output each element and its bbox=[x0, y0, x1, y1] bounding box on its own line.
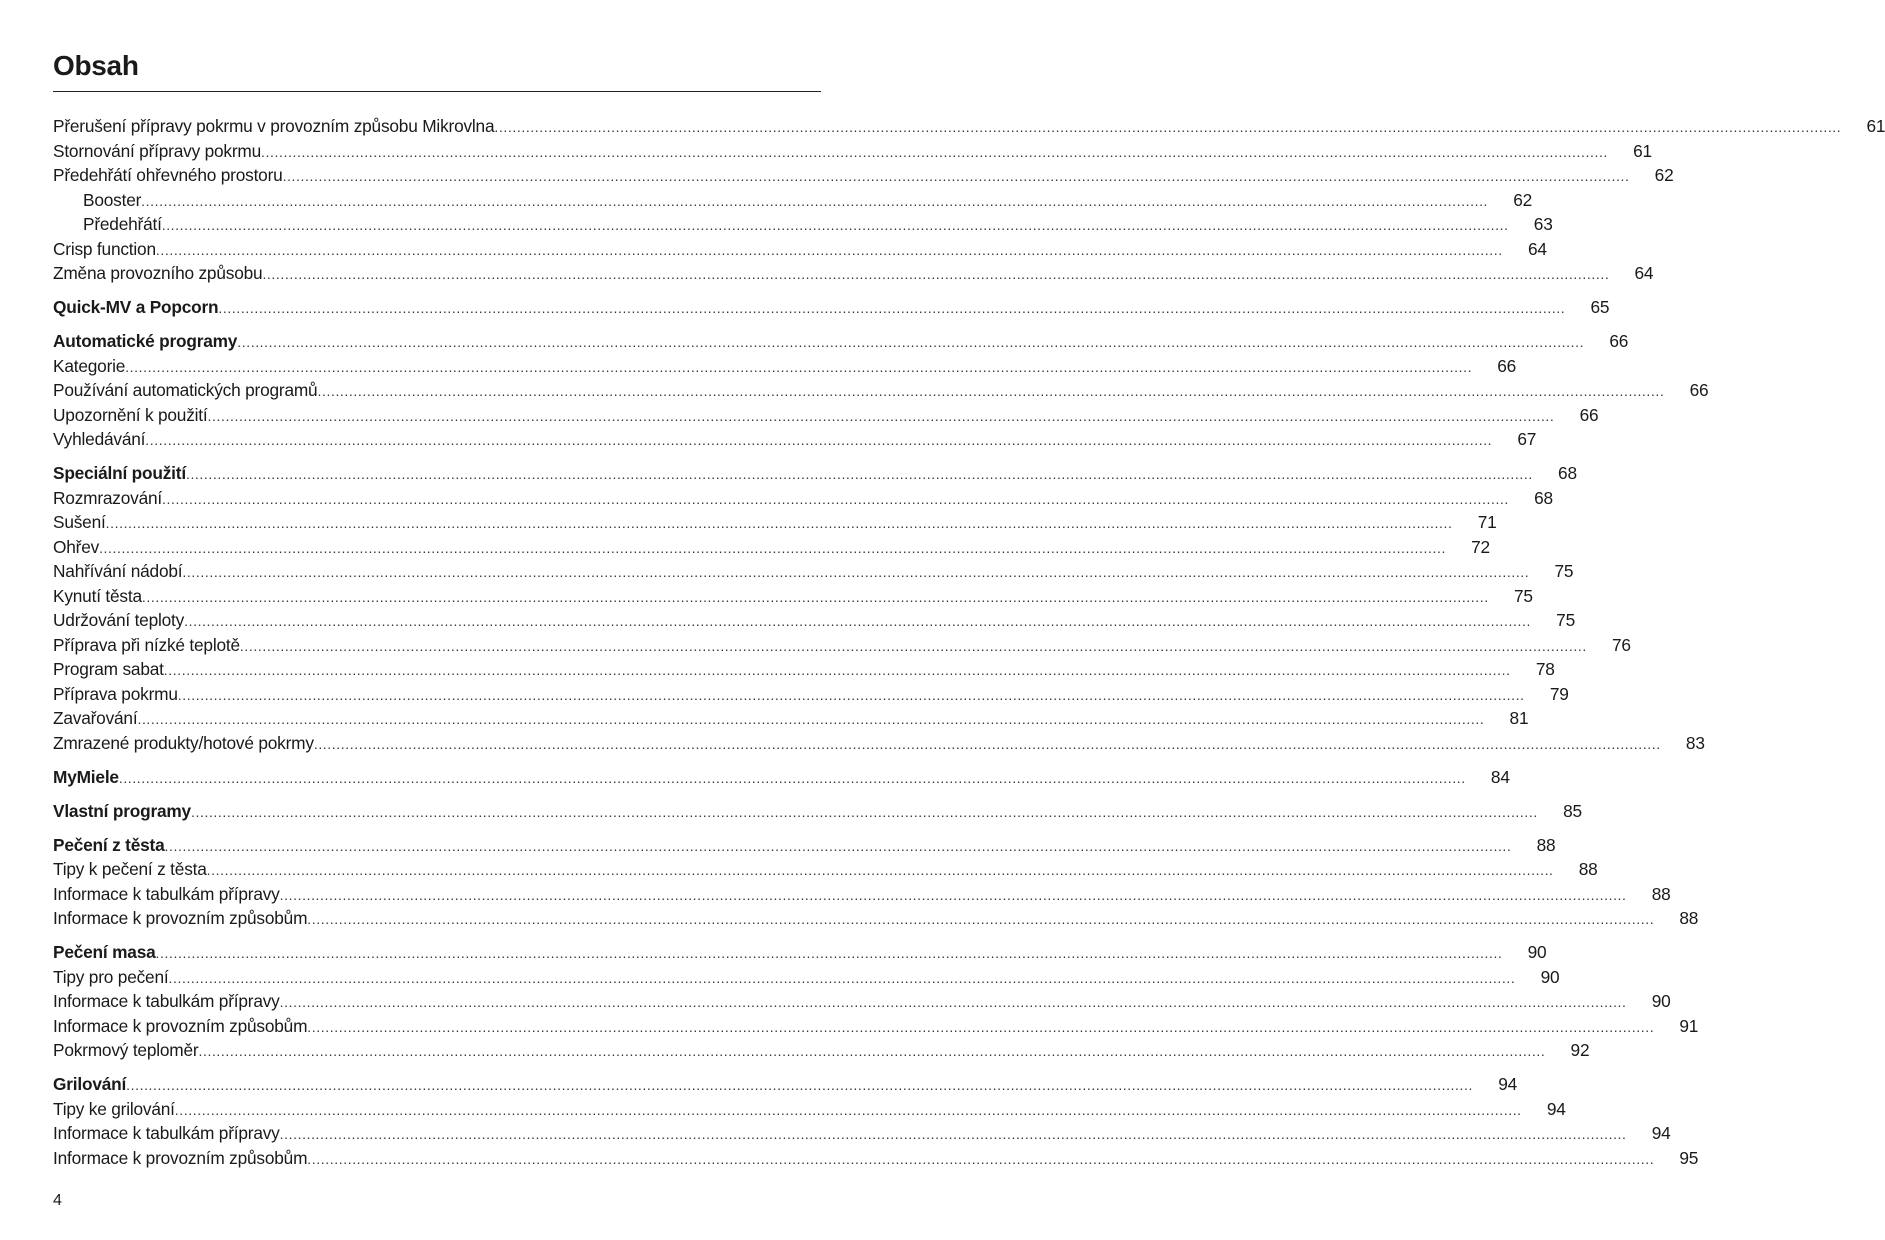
entry-label: Crisp function bbox=[53, 238, 156, 259]
entry-page-number: 61 bbox=[1633, 140, 1652, 161]
dot-leader: ............................................................................................................................................................................................................................................................................................................ bbox=[206, 862, 1554, 878]
entry-label: Předehřátí ohřevného prostoru bbox=[53, 165, 283, 185]
dot-leader: ............................................................................................................................................................................................................................................................................................................ bbox=[262, 266, 1610, 282]
toc-entry[interactable] bbox=[53, 559, 1574, 584]
entry-label: Vyhledávání bbox=[53, 429, 146, 449]
toc-entry[interactable] bbox=[53, 1097, 1566, 1122]
title-divider bbox=[53, 91, 821, 92]
entry-label: Příprava pokrmu bbox=[53, 683, 178, 704]
toc-entry[interactable] bbox=[53, 535, 1490, 560]
dot-leader: ............................................................................................................................................................................................................................................................................................................ bbox=[237, 334, 1585, 350]
dot-leader: ............................................................................................................................................................................................................................................................................................................ bbox=[184, 613, 1531, 629]
toc-heading-entry[interactable] bbox=[53, 765, 1510, 790]
entry-label: Speciální použití bbox=[53, 463, 186, 483]
entry-page-number: 66 bbox=[1579, 404, 1599, 425]
entry-label: Udržování teploty bbox=[53, 610, 185, 630]
dot-leader: ............................................................................................................................................................................................................................................................................................................ bbox=[198, 1043, 1546, 1059]
entry-label: Booster bbox=[83, 189, 142, 210]
entry-page-number: 94 bbox=[1546, 1098, 1566, 1119]
dot-leader: ............................................................................................................................................................................................................................................................................................................ bbox=[218, 300, 1566, 316]
entry-label: Pokrmový teploměr bbox=[53, 1040, 199, 1060]
entry-page-number: 64 bbox=[1527, 238, 1547, 259]
toc-section bbox=[53, 1072, 1699, 1170]
toc-entry[interactable] bbox=[53, 510, 1497, 535]
toc-entry[interactable] bbox=[53, 188, 1533, 213]
entry-label: Příprava při nízké teplotě bbox=[53, 634, 240, 655]
toc-section bbox=[53, 461, 1705, 755]
toc-entry[interactable] bbox=[53, 1146, 1699, 1171]
entry-label: Quick-MV a Popcorn bbox=[53, 297, 219, 317]
entry-page-number: 78 bbox=[1535, 659, 1555, 679]
entry-label: Informace k tabulkám přípravy bbox=[53, 991, 280, 1011]
entry-label: Kynutí těsta bbox=[53, 585, 142, 606]
toc-section bbox=[53, 329, 1709, 452]
entry-label: Přerušení přípravy pokrmu v provozním způsobu Mikrovlna bbox=[53, 116, 495, 136]
dot-leader: ............................................................................................................................................................................................................................................................................................................ bbox=[161, 217, 1509, 233]
entry-label: Rozmrazování bbox=[53, 487, 163, 508]
dot-leader: ............................................................................................................................................................................................................................................................................................................ bbox=[282, 168, 1630, 184]
entry-label: Sušení bbox=[53, 512, 106, 532]
entry-page-number: 85 bbox=[1563, 800, 1582, 821]
toc-entry[interactable] bbox=[53, 989, 1671, 1014]
dot-leader: ............................................................................................................................................................................................................................................................................................................ bbox=[177, 686, 1525, 703]
dot-leader: ............................................................................................................................................................................................................................................................................................................ bbox=[163, 662, 1511, 678]
entry-page-number: 67 bbox=[1517, 429, 1537, 449]
dot-leader: ............................................................................................................................................................................................................................................................................................................ bbox=[174, 1101, 1522, 1118]
entry-page-number: 90 bbox=[1527, 942, 1547, 962]
entry-label: Ohřev bbox=[53, 536, 100, 557]
toc-entry[interactable] bbox=[53, 378, 1709, 403]
entry-page-number: 68 bbox=[1558, 463, 1577, 483]
dot-leader: ............................................................................................................................................................................................................................................................................................................ bbox=[279, 886, 1627, 903]
dot-leader: ............................................................................................................................................................................................................................................................................................................ bbox=[118, 769, 1466, 786]
entry-label: Tipy pro pečení bbox=[53, 966, 169, 987]
entry-label: MyMiele bbox=[53, 766, 119, 787]
entry-page-number: 62 bbox=[1654, 165, 1674, 185]
entry-page-number: 88 bbox=[1578, 859, 1598, 879]
dot-leader: ............................................................................................................................................................................................................................................................................................................ bbox=[141, 588, 1489, 605]
toc-heading-entry[interactable] bbox=[53, 940, 1547, 965]
dot-leader: ............................................................................................................................................................................................................................................................................................................ bbox=[279, 994, 1627, 1010]
dot-leader: ............................................................................................................................................................................................................................................................................................................ bbox=[105, 515, 1453, 531]
dot-leader: ............................................................................................................................................................................................................................................................................................................ bbox=[162, 490, 1509, 507]
toc-heading-entry[interactable] bbox=[53, 329, 1629, 354]
dot-leader: ............................................................................................................................................................................................................................................................................................................ bbox=[185, 466, 1533, 482]
toc-entry[interactable] bbox=[53, 682, 1569, 707]
dot-leader: ............................................................................................................................................................................................................................................................................................................ bbox=[182, 564, 1530, 580]
entry-page-number: 66 bbox=[1689, 380, 1709, 400]
dot-leader: ............................................................................................................................................................................................................................................................................................................ bbox=[207, 407, 1555, 424]
toc-entry[interactable] bbox=[53, 633, 1631, 658]
entry-label: Tipy k pečení z těsta bbox=[53, 859, 207, 879]
toc-entry[interactable] bbox=[53, 1014, 1699, 1039]
toc-entry[interactable] bbox=[53, 354, 1517, 379]
entry-page-number: 88 bbox=[1651, 883, 1671, 904]
entry-page-number: 62 bbox=[1513, 189, 1533, 210]
entry-page-number: 75 bbox=[1556, 610, 1575, 630]
entry-page-number: 94 bbox=[1498, 1074, 1518, 1094]
dot-leader: ............................................................................................................................................................................................................................................................................................................ bbox=[261, 143, 1608, 160]
entry-label: Automatické programy bbox=[53, 331, 238, 351]
page-number: 4 bbox=[53, 1192, 62, 1209]
entry-label: Tipy ke grilování bbox=[53, 1098, 175, 1119]
entry-page-number: 64 bbox=[1634, 263, 1654, 283]
entry-page-number: 75 bbox=[1513, 585, 1533, 606]
dot-leader: ............................................................................................................................................................................................................................................................................................................ bbox=[494, 119, 1842, 135]
toc-entry[interactable] bbox=[53, 114, 1885, 139]
entry-page-number: 84 bbox=[1490, 766, 1510, 787]
toc-section bbox=[53, 295, 1610, 320]
dot-leader: ............................................................................................................................................................................................................................................................................................................ bbox=[317, 383, 1665, 399]
entry-page-number: 76 bbox=[1612, 634, 1631, 655]
toc-section bbox=[53, 833, 1699, 931]
table-of-contents bbox=[53, 114, 1885, 1180]
entry-page-number: 90 bbox=[1651, 991, 1671, 1011]
entry-label: Informace k provozním způsobům bbox=[53, 1015, 308, 1036]
toc-heading-entry[interactable] bbox=[53, 461, 1577, 486]
entry-label: Vlastní programy bbox=[53, 800, 191, 821]
toc-heading-entry[interactable] bbox=[53, 295, 1610, 320]
toc-entry[interactable] bbox=[53, 882, 1671, 907]
toc-entry[interactable] bbox=[53, 608, 1575, 633]
entry-label: Zmrazené produkty/hotové pokrmy bbox=[53, 732, 314, 753]
entry-page-number: 63 bbox=[1533, 214, 1553, 234]
dot-leader: ............................................................................................................................................................................................................................................................................................................ bbox=[313, 735, 1661, 752]
entry-page-number: 94 bbox=[1651, 1123, 1671, 1143]
toc-heading-entry[interactable] bbox=[53, 1072, 1518, 1097]
entry-label: Upozornění k použití bbox=[53, 404, 208, 425]
dot-leader: ............................................................................................................................................................................................................................................................................................................ bbox=[307, 911, 1655, 927]
entry-page-number: 66 bbox=[1609, 331, 1629, 351]
entry-page-number: 68 bbox=[1534, 487, 1553, 508]
page-title: Obsah bbox=[53, 50, 139, 81]
entry-label: Informace k provozním způsobům bbox=[53, 1147, 308, 1168]
entry-page-number: 75 bbox=[1554, 561, 1574, 581]
dot-leader: ............................................................................................................................................................................................................................................................................................................ bbox=[279, 1126, 1627, 1142]
dot-leader: ............................................................................................................................................................................................................................................................................................................ bbox=[307, 1150, 1655, 1167]
toc-entry[interactable] bbox=[53, 139, 1652, 164]
toc-section bbox=[53, 114, 1885, 286]
entry-page-number: 61 bbox=[1866, 116, 1885, 136]
entry-label: Informace k tabulkám přípravy bbox=[53, 883, 280, 904]
toc-section bbox=[53, 940, 1699, 1063]
entry-page-number: 88 bbox=[1536, 834, 1556, 855]
entry-page-number: 83 bbox=[1685, 732, 1705, 753]
entry-label: Informace k provozním způsobům bbox=[53, 908, 308, 928]
dot-leader: ............................................................................................................................................................................................................................................................................................................ bbox=[145, 432, 1493, 448]
toc-entry[interactable] bbox=[53, 261, 1654, 286]
entry-label: Stornování přípravy pokrmu bbox=[53, 140, 262, 161]
toc-entry[interactable] bbox=[53, 163, 1674, 188]
toc-entry[interactable] bbox=[53, 731, 1705, 756]
toc-entry[interactable] bbox=[53, 965, 1560, 990]
entry-page-number: 65 bbox=[1590, 297, 1610, 317]
dot-leader: ............................................................................................................................................................................................................................................................................................................ bbox=[125, 358, 1473, 375]
dot-leader: ............................................................................................................................................................................................................................................................................................................ bbox=[137, 711, 1485, 727]
entry-page-number: 66 bbox=[1497, 355, 1517, 376]
toc-heading-entry[interactable] bbox=[53, 799, 1582, 824]
toc-section bbox=[53, 799, 1582, 824]
entry-label: Informace k tabulkám přípravy bbox=[53, 1123, 280, 1143]
toc-entry[interactable] bbox=[53, 1038, 1590, 1063]
dot-leader: ............................................................................................................................................................................................................................................................................................................ bbox=[155, 945, 1503, 961]
toc-entry[interactable] bbox=[53, 212, 1553, 237]
toc-entry[interactable] bbox=[53, 857, 1598, 882]
entry-page-number: 72 bbox=[1471, 536, 1490, 557]
dot-leader: ............................................................................................................................................................................................................................................................................................................ bbox=[190, 803, 1538, 820]
dot-leader: ............................................................................................................................................................................................................................................................................................................ bbox=[155, 241, 1503, 258]
entry-page-number: 95 bbox=[1679, 1147, 1699, 1168]
entry-label: Pečení masa bbox=[53, 942, 156, 962]
dot-leader: ............................................................................................................................................................................................................................................................................................................ bbox=[99, 539, 1446, 556]
toc-entry[interactable] bbox=[53, 486, 1553, 511]
entry-label: Zavařování bbox=[53, 708, 138, 728]
toc-entry[interactable] bbox=[53, 237, 1547, 262]
toc-entry[interactable] bbox=[53, 657, 1555, 682]
toc-section bbox=[53, 765, 1510, 790]
entry-page-number: 81 bbox=[1509, 708, 1529, 728]
entry-label: Kategorie bbox=[53, 355, 126, 376]
entry-label: Program sabat bbox=[53, 659, 164, 679]
entry-page-number: 71 bbox=[1477, 512, 1497, 532]
entry-page-number: 91 bbox=[1679, 1015, 1699, 1036]
entry-page-number: 88 bbox=[1679, 908, 1699, 928]
entry-page-number: 90 bbox=[1540, 966, 1560, 987]
dot-leader: ............................................................................................................................................................................................................................................................................................................ bbox=[141, 192, 1489, 209]
dot-leader: ............................................................................................................................................................................................................................................................................................................ bbox=[168, 969, 1516, 986]
toc-entry[interactable] bbox=[53, 706, 1529, 731]
toc-heading-entry[interactable] bbox=[53, 833, 1556, 858]
entry-page-number: 92 bbox=[1570, 1040, 1590, 1060]
dot-leader: ............................................................................................................................................................................................................................................................................................................ bbox=[126, 1077, 1474, 1093]
toc-entry[interactable] bbox=[53, 906, 1699, 931]
entry-label: Nahřívání nádobí bbox=[53, 561, 183, 581]
toc-entry[interactable] bbox=[53, 403, 1599, 428]
entry-label: Grilování bbox=[53, 1074, 127, 1094]
toc-entry[interactable] bbox=[53, 584, 1533, 609]
toc-entry[interactable] bbox=[53, 1121, 1671, 1146]
toc-entry[interactable] bbox=[53, 427, 1537, 452]
dot-leader: ............................................................................................................................................................................................................................................................................................................ bbox=[239, 637, 1587, 654]
entry-label: Předehřátí bbox=[83, 214, 162, 234]
entry-page-number: 79 bbox=[1549, 683, 1569, 704]
entry-label: Používání automatických programů bbox=[53, 380, 318, 400]
entry-label: Změna provozního způsobu bbox=[53, 263, 263, 283]
dot-leader: ............................................................................................................................................................................................................................................................................................................ bbox=[164, 837, 1512, 854]
entry-label: Pečení z těsta bbox=[53, 834, 165, 855]
dot-leader: ............................................................................................................................................................................................................................................................................................................ bbox=[307, 1018, 1655, 1035]
